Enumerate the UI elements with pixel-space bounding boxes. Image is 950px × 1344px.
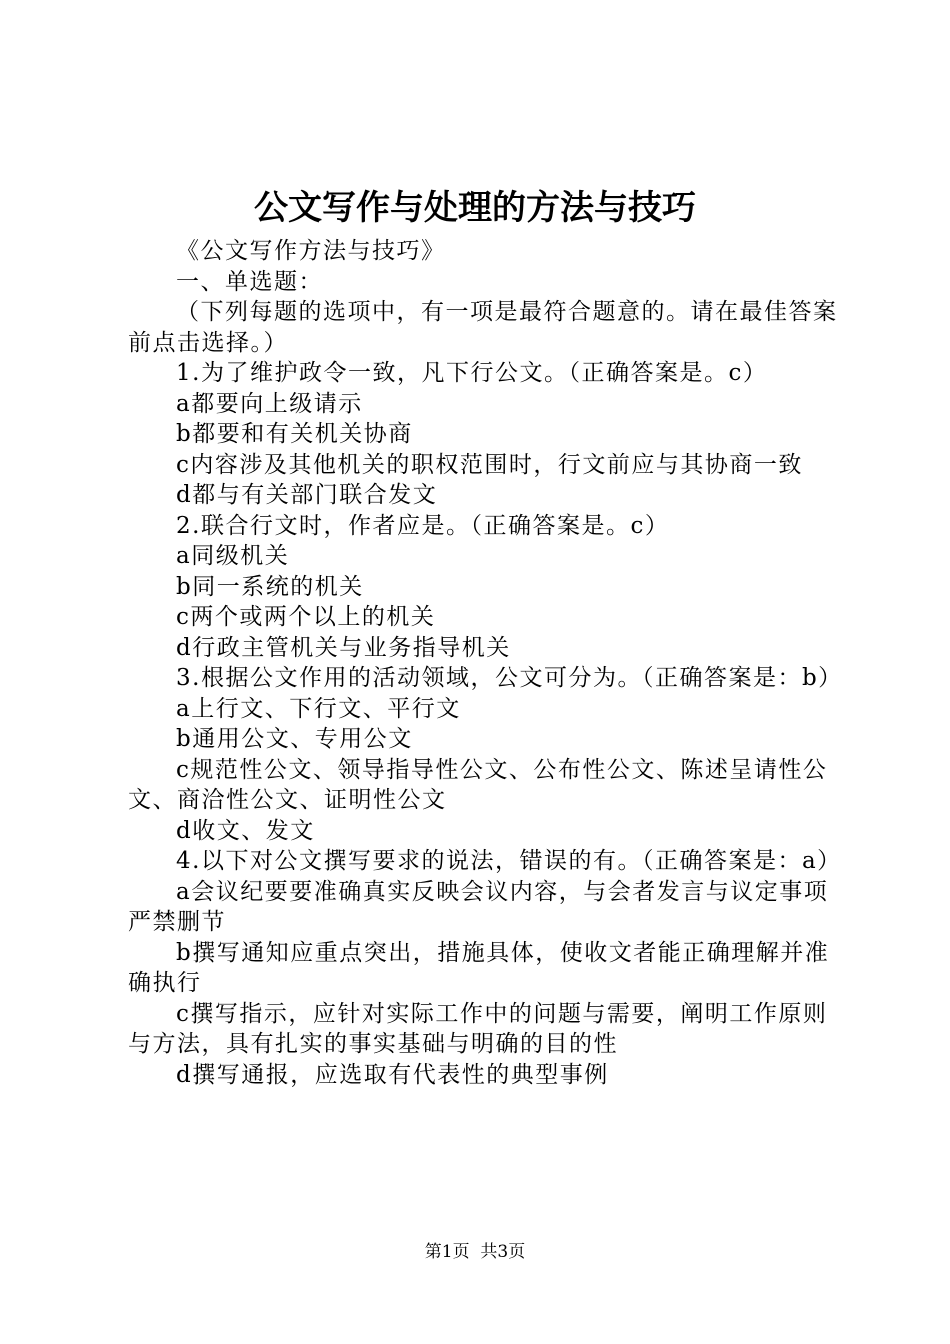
- question-3-option-a: a上行文、下行文、平行文: [176, 695, 461, 722]
- page-footer: [0, 1240, 950, 1264]
- question-2-option-a: a同级机关: [176, 543, 290, 569]
- paragraph-subtitle: 《公文写作方法与技巧》: [176, 238, 446, 264]
- question-2: 2.联合行文时，作者应是。（正确答案是。c）: [176, 512, 670, 539]
- document-body: [128, 236, 842, 1090]
- footer-gap: [470, 1242, 481, 1262]
- question-3: 3.根据公文作用的活动领域，公文可分为。（正确答案是：b）: [176, 665, 843, 691]
- question-3-option-c: c规范性公文、领导指导性公文、公布性公文、陈述呈请性公文、商洽性公文、证明性公文: [128, 756, 828, 813]
- document-title: 公文写作与处理的方法与技巧: [254, 188, 696, 228]
- question-1-option-d: d都与有关部门联合发文: [176, 482, 438, 508]
- question-4-option-b: b撰写通知应重点突出，措施具体，使收文者能正确理解并准确执行: [128, 939, 830, 996]
- paragraph-instructions: （下列每题的选项中，有一项是最符合题意的。请在最佳答案前点击选择。）: [128, 299, 838, 356]
- question-1: 1.为了维护政令一致，凡下行公文。（正确答案是。c）: [176, 360, 768, 386]
- paragraph-section-heading: 一、单选题：: [176, 268, 323, 295]
- question-4: 4.以下对公文撰写要求的说法，错误的有。（正确答案是：a）: [176, 848, 842, 874]
- page-number-total: 共3页: [480, 1242, 526, 1262]
- page-number-current: 第1页: [424, 1242, 470, 1262]
- question-1-option-c: c内容涉及其他机关的职权范围时，行文前应与其协商一致: [176, 451, 803, 478]
- question-2-option-c: c两个或两个以上的机关: [176, 604, 436, 630]
- question-1-option-a: a都要向上级请示: [176, 390, 363, 417]
- question-2-option-b: b同一系统的机关: [176, 573, 364, 600]
- question-3-option-b: b通用公文、专用公文: [176, 726, 413, 752]
- question-4-option-d: d撰写通报，应选取有代表性的典型事例: [176, 1061, 609, 1088]
- question-4-option-a: a会议纪要要准确真实反映会议内容，与会者发言与议定事项严禁删节: [128, 878, 829, 935]
- question-3-option-d: d收文、发文: [176, 817, 315, 844]
- question-2-option-d: d行政主管机关与业务指导机关: [176, 634, 511, 661]
- question-4-option-c: c撰写指示，应针对实际工作中的问题与需要，阐明工作原则与方法，具有扎实的事实基础与明确的目的性: [128, 1000, 828, 1057]
- question-1-option-b: b都要和有关机关协商: [176, 421, 413, 447]
